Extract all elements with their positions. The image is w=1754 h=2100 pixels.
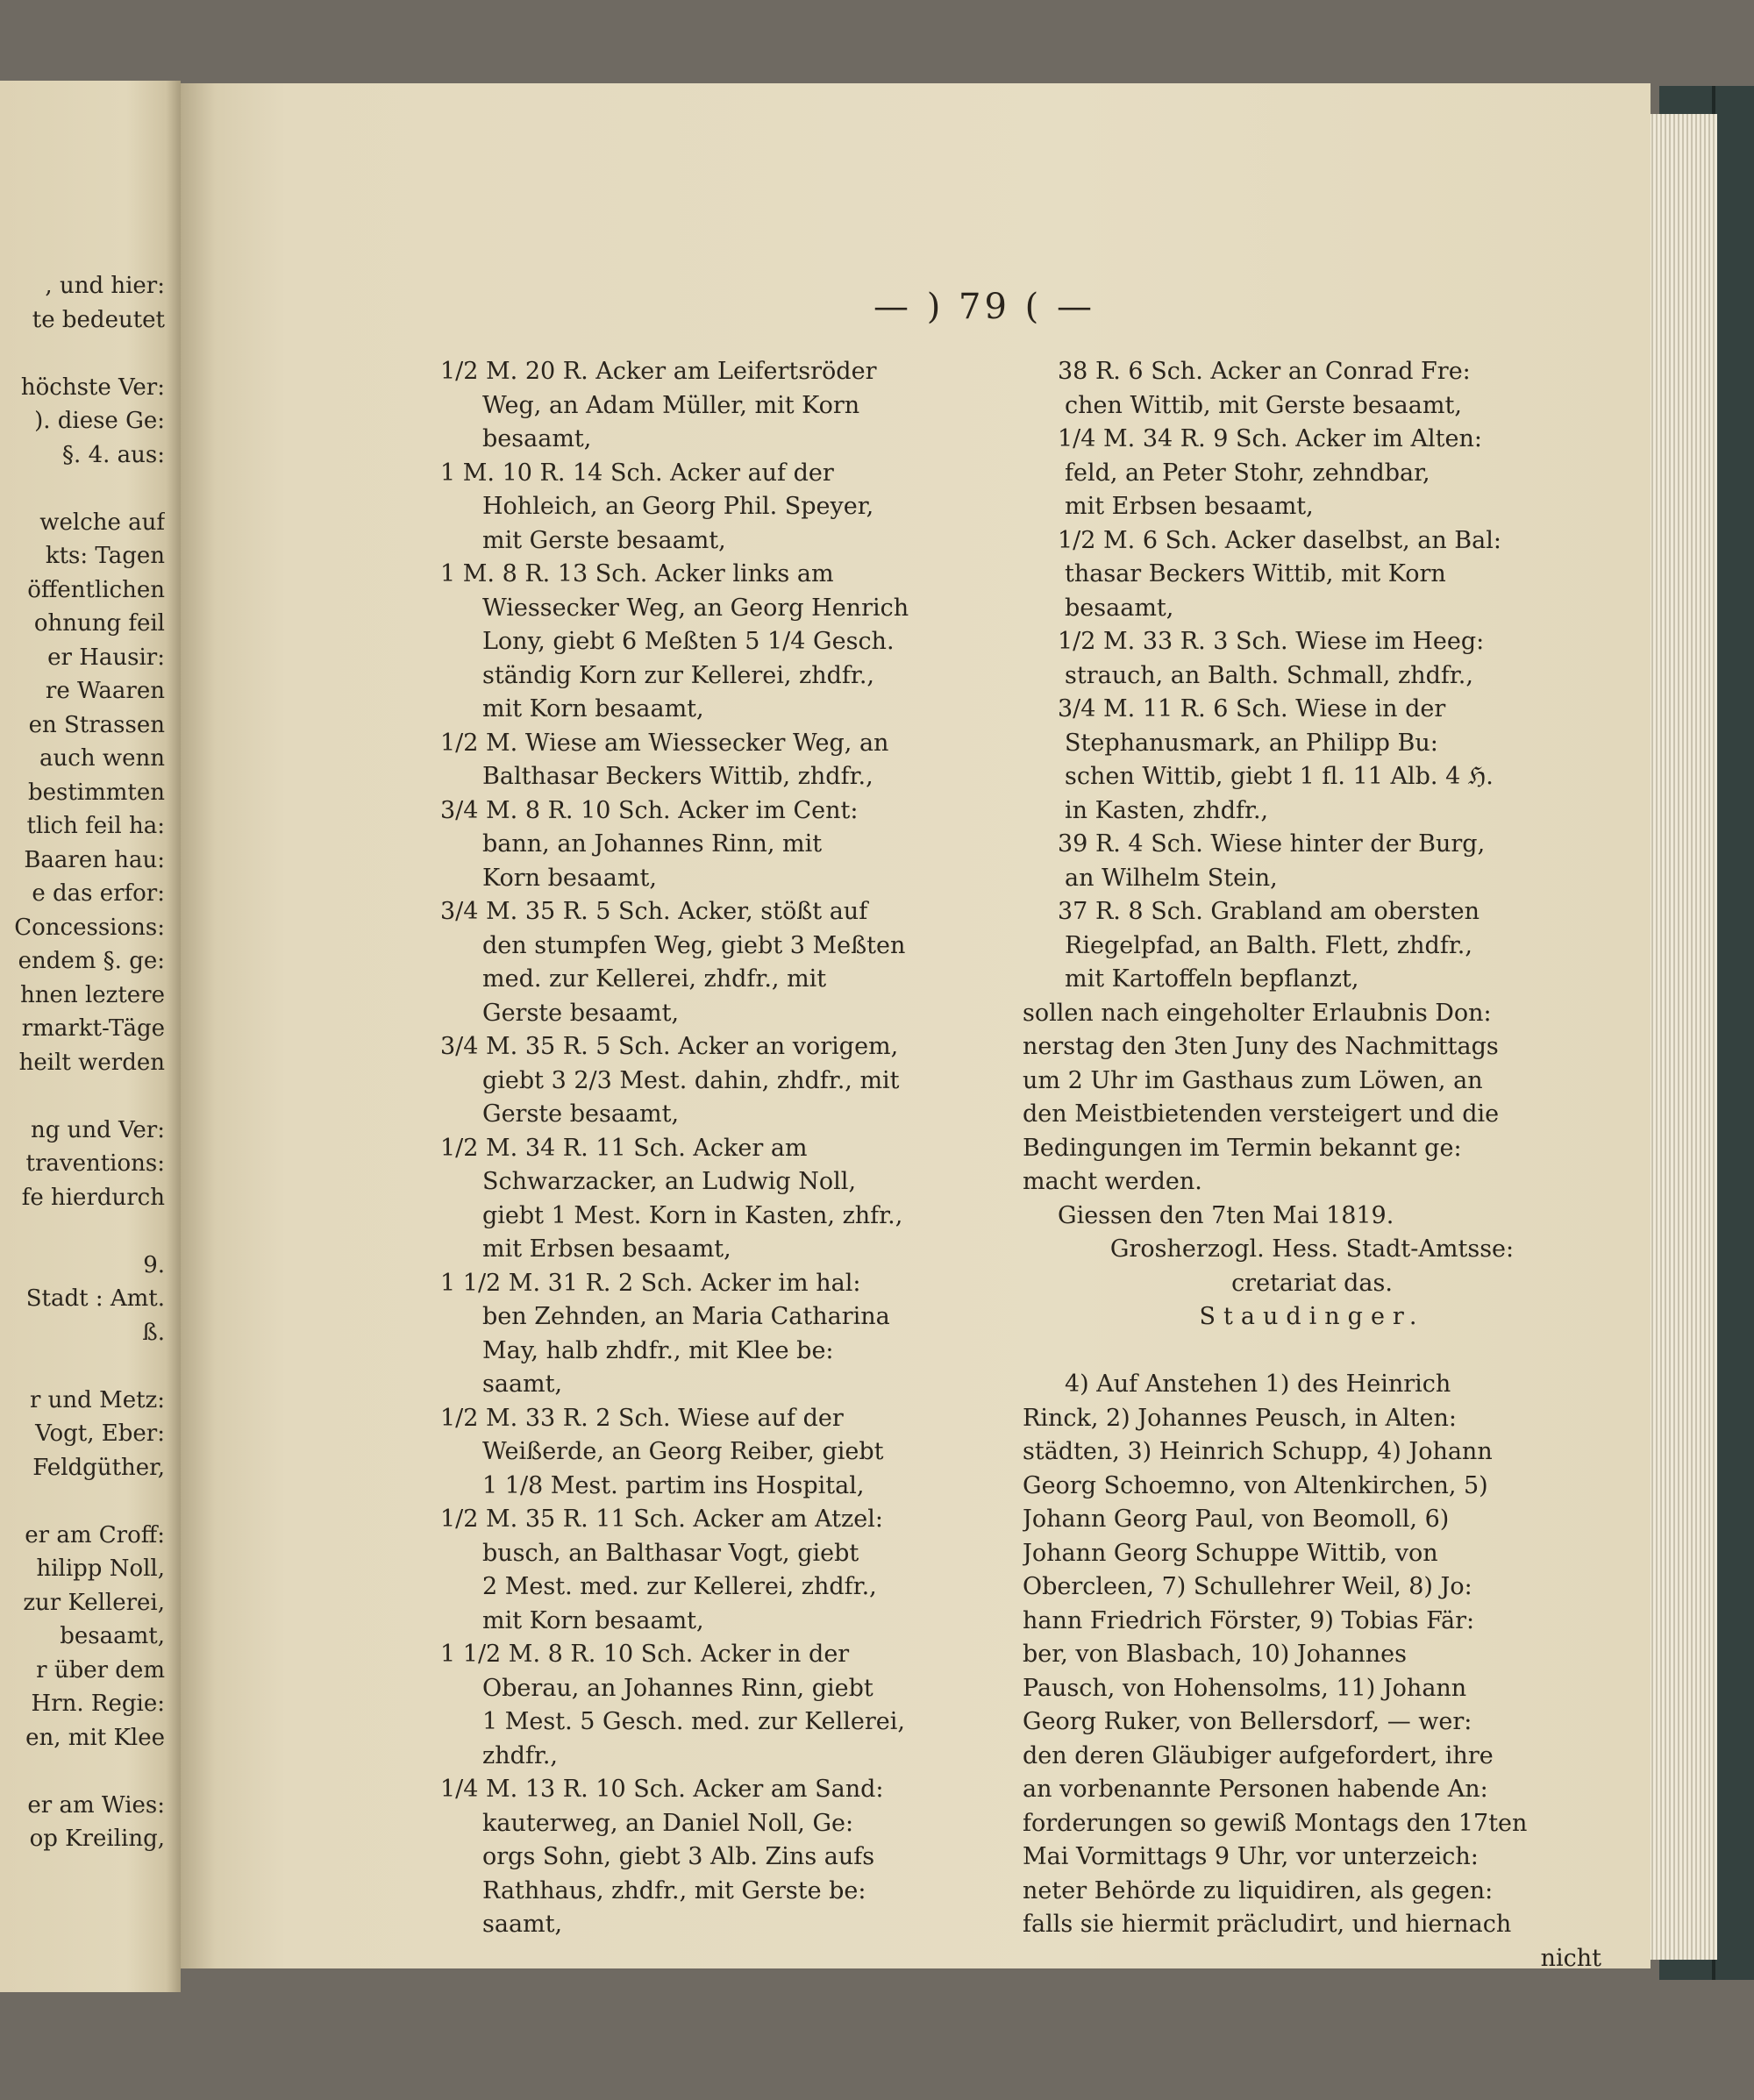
page-header: — ) 79 ( — bbox=[873, 287, 1095, 327]
left-page-line: kts: Tagen bbox=[45, 543, 165, 569]
left-page-line: fe hierdurch bbox=[21, 1184, 165, 1211]
left-page-line bbox=[0, 1484, 165, 1519]
text-line: 1/4 M. 34 R. 9 Sch. Acker im Alten: bbox=[1058, 425, 1482, 452]
entry-line: giebt 3 2/3 Mest. dahin, zhdfr., mit bbox=[482, 1066, 900, 1094]
entry-line: zhdfr., bbox=[482, 1741, 558, 1769]
entry-line: Gerste besaamt, bbox=[482, 1100, 680, 1128]
entry-line: 1/2 M. 33 R. 2 Sch. Wiese auf der bbox=[440, 1404, 844, 1432]
entry-line: May, halb zhdfr., mit Klee be: bbox=[482, 1336, 834, 1364]
right-column bbox=[1023, 355, 1601, 1968]
left-page-partial bbox=[0, 81, 181, 1992]
entry-line: kauterweg, an Daniel Noll, Ge: bbox=[482, 1809, 854, 1837]
entry-line: orgs Sohn, giebt 3 Alb. Zins aufs bbox=[482, 1843, 875, 1870]
left-page-line: höchste Ver: bbox=[20, 374, 165, 401]
text-line: 38 R. 6 Sch. Acker an Conrad Fre: bbox=[1058, 358, 1471, 385]
entry-line: 1 1/8 Mest. partim ins Hospital, bbox=[482, 1471, 865, 1499]
text-line: um 2 Uhr im Gasthaus zum Löwen, an bbox=[1023, 1066, 1483, 1094]
entry-line: busch, an Balthasar Vogt, giebt bbox=[482, 1539, 859, 1567]
entry-line: saamt, bbox=[482, 1911, 563, 1938]
text-line: an Wilhelm Stein, bbox=[1065, 864, 1278, 892]
entry-line: 1 M. 10 R. 14 Sch. Acker auf der bbox=[440, 459, 834, 487]
text-line: thasar Beckers Wittib, mit Korn bbox=[1065, 560, 1446, 587]
left-page-line bbox=[0, 1349, 165, 1384]
left-page-line: öffentlichen bbox=[27, 576, 165, 603]
entry-line: 3/4 M. 35 R. 5 Sch. Acker, stößt auf bbox=[440, 898, 868, 925]
entry-line: Weg, an Adam Müller, mit Korn bbox=[482, 391, 860, 419]
text-line: an vorbenannte Personen habende An: bbox=[1023, 1776, 1488, 1803]
right-page bbox=[181, 83, 1651, 1968]
left-page-line: ohnung feil bbox=[33, 610, 165, 637]
left-page-line: re Waaren bbox=[45, 678, 165, 704]
left-page-line: endem §. ge: bbox=[18, 948, 165, 974]
text-line: 4) Auf Anstehen 1) des Heinrich bbox=[1065, 1370, 1451, 1398]
entry-line: 1/2 M. 34 R. 11 Sch. Acker am bbox=[440, 1134, 808, 1162]
text-line: den deren Gläubiger aufgefordert, ihre bbox=[1023, 1741, 1494, 1769]
text-line: sollen nach eingeholter Erlaubnis Don: bbox=[1023, 999, 1492, 1027]
left-page-line bbox=[0, 1755, 165, 1789]
text-line: Grosherzogl. Hess. Stadt-Amtsse: bbox=[1109, 1235, 1515, 1263]
left-page-line: Concessions: bbox=[14, 914, 165, 941]
left-page-line: er am Wies: bbox=[27, 1791, 165, 1819]
entry-line: ständig Korn zur Kellerei, zhdfr., bbox=[482, 661, 875, 689]
left-page-line: hilipp Noll, bbox=[36, 1555, 165, 1582]
text-line: 3/4 M. 11 R. 6 Sch. Wiese in der bbox=[1058, 695, 1446, 723]
text-line: ber, von Blasbach, 10) Johannes bbox=[1023, 1641, 1407, 1668]
text-line: Giessen den 7ten Mai 1819. bbox=[1058, 1201, 1394, 1229]
left-page-line: er Hausir: bbox=[47, 644, 165, 671]
text-line: 1/2 M. 33 R. 3 Sch. Wiese im Heeg: bbox=[1058, 628, 1485, 655]
left-page-line: traventions: bbox=[25, 1150, 165, 1177]
left-page-line bbox=[0, 1079, 165, 1114]
entry-line: 3/4 M. 8 R. 10 Sch. Acker im Cent: bbox=[440, 796, 859, 824]
text-line: neter Behörde zu liquidiren, als gegen: bbox=[1023, 1876, 1494, 1904]
left-page-line bbox=[0, 1214, 165, 1249]
entry-line: Lony, giebt 6 Meßten 5 1/4 Gesch. bbox=[482, 628, 895, 655]
text-line: forderungen so gewiß Montags den 17ten bbox=[1023, 1809, 1528, 1837]
entry-line: 3/4 M. 35 R. 5 Sch. Acker an vorigem, bbox=[440, 1033, 899, 1060]
left-page-line bbox=[0, 472, 165, 506]
left-page-line: Baaren hau: bbox=[24, 846, 165, 873]
left-page-line: §. 4. aus: bbox=[62, 441, 165, 468]
left-page-line: Hrn. Regie: bbox=[31, 1691, 165, 1717]
entry-line: Balthasar Beckers Wittib, zhdfr., bbox=[482, 763, 873, 790]
entry-line: Wiessecker Weg, an Georg Henrich bbox=[482, 594, 909, 622]
entry-line: 1 1/2 M. 31 R. 2 Sch. Acker im hal: bbox=[440, 1269, 861, 1297]
entry-line: Weißerde, an Georg Reiber, giebt bbox=[482, 1438, 884, 1465]
entry-line: 2 Mest. med. zur Kellerei, zhdfr., bbox=[482, 1573, 877, 1600]
text-line: Johann Georg Paul, von Beomoll, 6) bbox=[1023, 1506, 1450, 1533]
text-line: hann Friedrich Förster, 9) Tobias Fär: bbox=[1023, 1606, 1475, 1634]
text-line: schen Wittib, giebt 1 fl. 11 Alb. 4 ℌ. bbox=[1065, 763, 1494, 790]
entry-line: Gerste besaamt, bbox=[482, 999, 680, 1027]
entry-line: Korn besaamt, bbox=[482, 864, 657, 892]
entry-line: Schwarzacker, an Ludwig Noll, bbox=[482, 1168, 857, 1195]
entry-line: mit Korn besaamt, bbox=[482, 695, 704, 723]
entry-line: 1/4 M. 13 R. 10 Sch. Acker am Sand: bbox=[440, 1776, 884, 1803]
page-edges bbox=[1649, 114, 1717, 1960]
left-page-line: r über dem bbox=[36, 1656, 165, 1684]
text-line: Rinck, 2) Johannes Peusch, in Alten: bbox=[1023, 1404, 1457, 1432]
text-line: Bedingungen im Termin bekannt ge: bbox=[1023, 1134, 1462, 1162]
text-line: Staudinger. bbox=[1199, 1303, 1425, 1330]
entry-line: mit Gerste besaamt, bbox=[482, 526, 726, 554]
left-page-line: bestimmten bbox=[27, 779, 165, 806]
text-line bbox=[1023, 1335, 1601, 1369]
entry-line: bann, an Johannes Rinn, mit bbox=[482, 830, 823, 858]
left-page-line: besaamt, bbox=[60, 1623, 165, 1649]
text-line: Stephanusmark, an Philipp Bu: bbox=[1065, 729, 1438, 757]
entry-line: 1 1/2 M. 8 R. 10 Sch. Acker in der bbox=[440, 1641, 850, 1668]
text-line: Georg Ruker, von Bellersdorf, — wer: bbox=[1023, 1708, 1472, 1735]
entry-line: 1/2 M. 35 R. 11 Sch. Acker am Atzel: bbox=[440, 1506, 883, 1533]
left-page-line: hnen leztere bbox=[20, 981, 165, 1008]
entry-line: 1 M. 8 R. 13 Sch. Acker links am bbox=[440, 560, 834, 587]
entry-line: ben Zehnden, an Maria Catharina bbox=[482, 1303, 890, 1330]
text-line: 37 R. 8 Sch. Grabland am obersten bbox=[1058, 898, 1479, 925]
left-page-line: 9. bbox=[143, 1251, 165, 1278]
text-line: Pausch, von Hohensolms, 11) Johann bbox=[1023, 1674, 1467, 1702]
entry-line: Hohleich, an Georg Phil. Speyer, bbox=[482, 493, 874, 520]
text-line: strauch, an Balth. Schmall, zhdfr., bbox=[1065, 661, 1473, 689]
left-page-line: Feldgüther, bbox=[32, 1454, 165, 1481]
text-line: in Kasten, zhdfr., bbox=[1065, 796, 1269, 824]
left-page-line: e das erfor: bbox=[32, 880, 165, 907]
text-line: chen Wittib, mit Gerste besaamt, bbox=[1065, 391, 1462, 419]
entry-line: Rathhaus, zhdfr., mit Gerste be: bbox=[482, 1876, 866, 1904]
left-page-line: Vogt, Eber: bbox=[35, 1420, 165, 1447]
text-line: Mai Vormittags 9 Uhr, vor unterzeich: bbox=[1023, 1843, 1479, 1870]
left-page-line: r und Metz: bbox=[29, 1386, 165, 1413]
text-line: Johann Georg Schuppe Wittib, von bbox=[1023, 1539, 1438, 1567]
entry-line: 1 Mest. 5 Gesch. med. zur Kellerei, bbox=[482, 1708, 906, 1735]
entry-line: med. zur Kellerei, zhdfr., mit bbox=[482, 965, 827, 993]
text-line: 1/2 M. 6 Sch. Acker daselbst, an Bal: bbox=[1058, 526, 1501, 554]
text-line: mit Erbsen besaamt, bbox=[1065, 493, 1314, 520]
left-page-line bbox=[0, 337, 165, 371]
text-line: nerstag den 3ten Juny des Nachmittags bbox=[1023, 1033, 1499, 1060]
left-page-line: welche auf bbox=[39, 509, 165, 536]
text-line: macht werden. bbox=[1023, 1168, 1202, 1195]
entry-line: Oberau, an Johannes Rinn, giebt bbox=[482, 1674, 873, 1702]
text-line: nicht bbox=[1540, 1944, 1601, 1968]
left-page-line: er am Croff: bbox=[25, 1521, 165, 1548]
entry-line: 1/2 M. 20 R. Acker am Leifertsröder bbox=[440, 358, 877, 385]
entry-line: besaamt, bbox=[482, 425, 592, 452]
left-page-line: en Strassen bbox=[28, 711, 165, 738]
left-page-line: op Kreiling, bbox=[29, 1826, 165, 1852]
entry-line: saamt, bbox=[482, 1370, 563, 1398]
left-column bbox=[440, 355, 995, 1942]
left-page-line: ß. bbox=[142, 1319, 165, 1346]
text-line: cretariat das. bbox=[1231, 1269, 1393, 1297]
text-line: Obercleen, 7) Schullehrer Weil, 8) Jo: bbox=[1023, 1573, 1472, 1600]
entry-line: den stumpfen Weg, giebt 3 Meßten bbox=[482, 931, 906, 959]
text-line: falls sie hiermit präcludirt, und hiernach bbox=[1023, 1911, 1512, 1938]
left-page-line: ). diese Ge: bbox=[34, 408, 165, 434]
text-line: städten, 3) Heinrich Schupp, 4) Johann bbox=[1023, 1438, 1493, 1465]
left-page-line: auch wenn bbox=[39, 745, 165, 772]
text-line: 39 R. 4 Sch. Wiese hinter der Burg, bbox=[1058, 830, 1486, 858]
text-line: besaamt, bbox=[1065, 594, 1174, 622]
text-line: mit Kartoffeln bepflanzt, bbox=[1065, 965, 1359, 993]
entry-line: mit Korn besaamt, bbox=[482, 1606, 704, 1634]
left-page-line: heilt werden bbox=[18, 1049, 165, 1076]
left-page-line: zur Kellerei, bbox=[23, 1589, 165, 1616]
left-page-line: ng und Ver: bbox=[30, 1116, 165, 1143]
entry-line: giebt 1 Mest. Korn in Kasten, zhfr., bbox=[482, 1201, 903, 1229]
entry-line: mit Erbsen besaamt, bbox=[482, 1235, 731, 1263]
left-page-line: te bedeutet bbox=[32, 306, 165, 333]
left-page-line: tlich feil ha: bbox=[26, 813, 165, 839]
left-page-line: Stadt : Amt. bbox=[25, 1285, 165, 1312]
entry-line: 1/2 M. Wiese am Wiessecker Weg, an bbox=[440, 729, 889, 757]
text-line: feld, an Peter Stohr, zehndbar, bbox=[1065, 459, 1430, 487]
left-page-text-fragments bbox=[0, 269, 165, 1856]
left-page-line: rmarkt-Täge bbox=[21, 1015, 165, 1042]
left-page-line: , und hier: bbox=[45, 273, 165, 299]
text-line: Georg Schoemno, von Altenkirchen, 5) bbox=[1023, 1471, 1488, 1499]
text-line: Riegelpfad, an Balth. Flett, zhdfr., bbox=[1065, 931, 1472, 959]
left-page-line: en, mit Klee bbox=[25, 1724, 165, 1751]
text-line: den Meistbietenden versteigert und die bbox=[1023, 1100, 1500, 1128]
